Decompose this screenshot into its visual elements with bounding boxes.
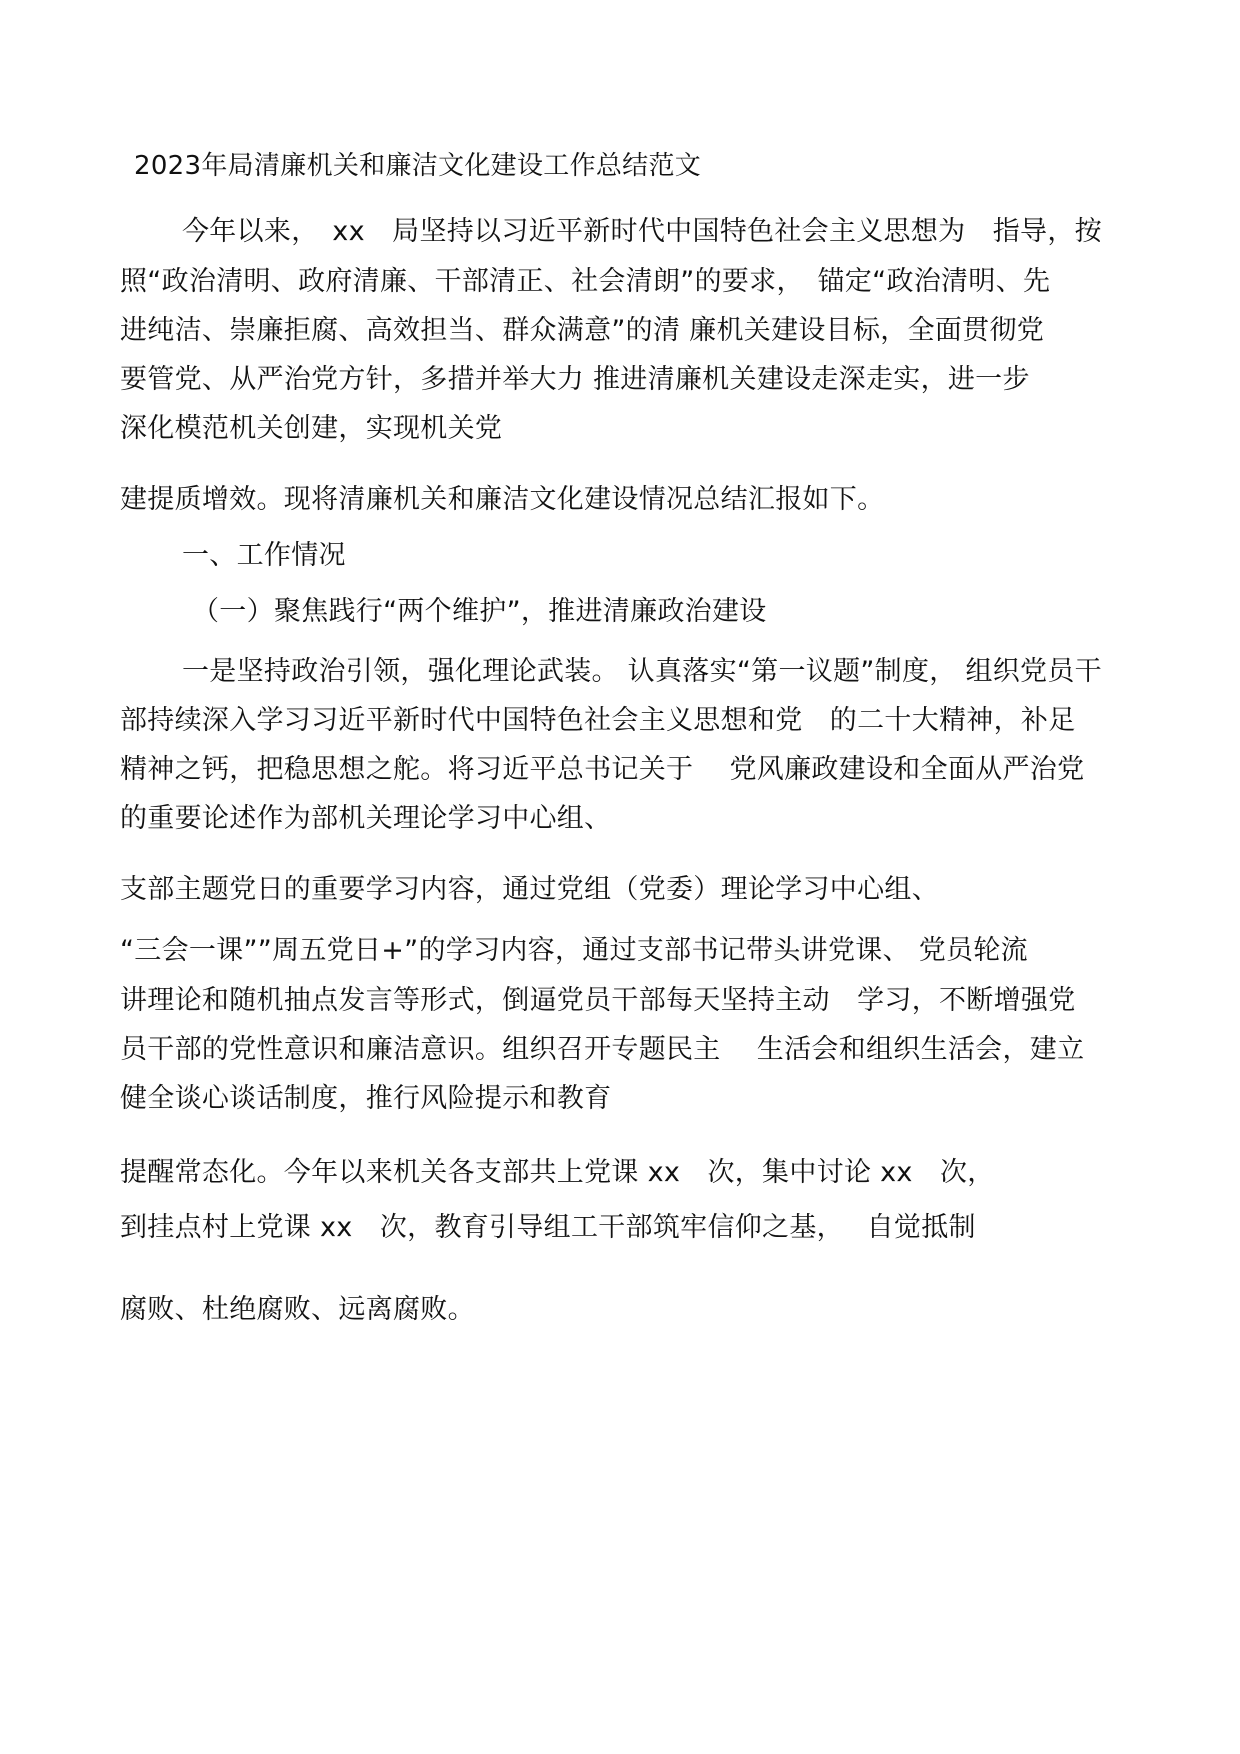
paragraph-line: 的重要论述作为部机关理论学习中心组、 (120, 803, 612, 834)
paragraph-line: 深化模范机关创建，实现机关党 (120, 413, 503, 444)
paragraph-line: 一是坚持政治引领，强化理论武装。 认真落实“第一议题”制度， 组织党员干 (182, 656, 1102, 687)
paragraph-line: 提醒常态化。今年以来机关各支部共上党课 xx 次，集中讨论 xx 次， (120, 1157, 995, 1188)
paragraph-line: 腐败、杜绝腐败、远离腐败。 (120, 1294, 475, 1325)
paragraph-line: “三会一课””周五党日+”的学习内容，通过支部书记带头讲党课、 党员轮流 (120, 935, 1028, 966)
paragraph-line: 健全谈心谈话制度，推行风险提示和教育 (120, 1083, 612, 1114)
paragraph-line: 到挂点村上党课 xx 次，教育引导组工干部筑牢信仰之基， 自觉抵制 (120, 1212, 976, 1243)
paragraph-line: 建提质增效。现将清廉机关和廉洁文化建设情况总结汇报如下。 (120, 484, 885, 515)
paragraph-line: 进纯洁、崇廉拒腐、高效担当、群众满意”的清 廉机关建设目标，全面贯彻党 (120, 315, 1045, 346)
document-title: 2023年局清廉机关和廉洁文化建设工作总结范文 (134, 151, 702, 181)
paragraph-line: 员干部的党性意识和廉洁意识。组织召开专题民主 生活会和组织生活会，建立 (120, 1034, 1085, 1065)
paragraph-line: 部持续深入学习习近平新时代中国特色社会主义思想和党 的二十大精神，补足 (120, 705, 1076, 736)
paragraph-line: 照“政治清明、政府清廉、干部清正、社会清朗”的要求， 锚定“政治清明、先 (120, 266, 1051, 297)
paragraph-line: 讲理论和随机抽点发言等形式，倒逼党员干部每天坚持主动 学习，不断增强党 (120, 985, 1076, 1016)
section-heading: 一、工作情况 (182, 540, 346, 571)
paragraph-line: 要管党、从严治党方针，多措并举大力 推进清廉机关建设走深走实，进一步 (120, 364, 1030, 395)
paragraph-line: 今年以来， xx 局坚持以习近平新时代中国特色社会主义思想为 指导，按 (182, 216, 1102, 247)
paragraph-line: 支部主题党日的重要学习内容，通过党组（党委）理论学习中心组、 (120, 874, 939, 905)
paragraph-line: 精神之钙，把稳思想之舵。将习近平总书记关于 党风廉政建设和全面从严治党 (120, 754, 1085, 785)
subsection-heading: （一）聚焦践行“两个维护”，推进清廉政治建设 (192, 596, 767, 627)
